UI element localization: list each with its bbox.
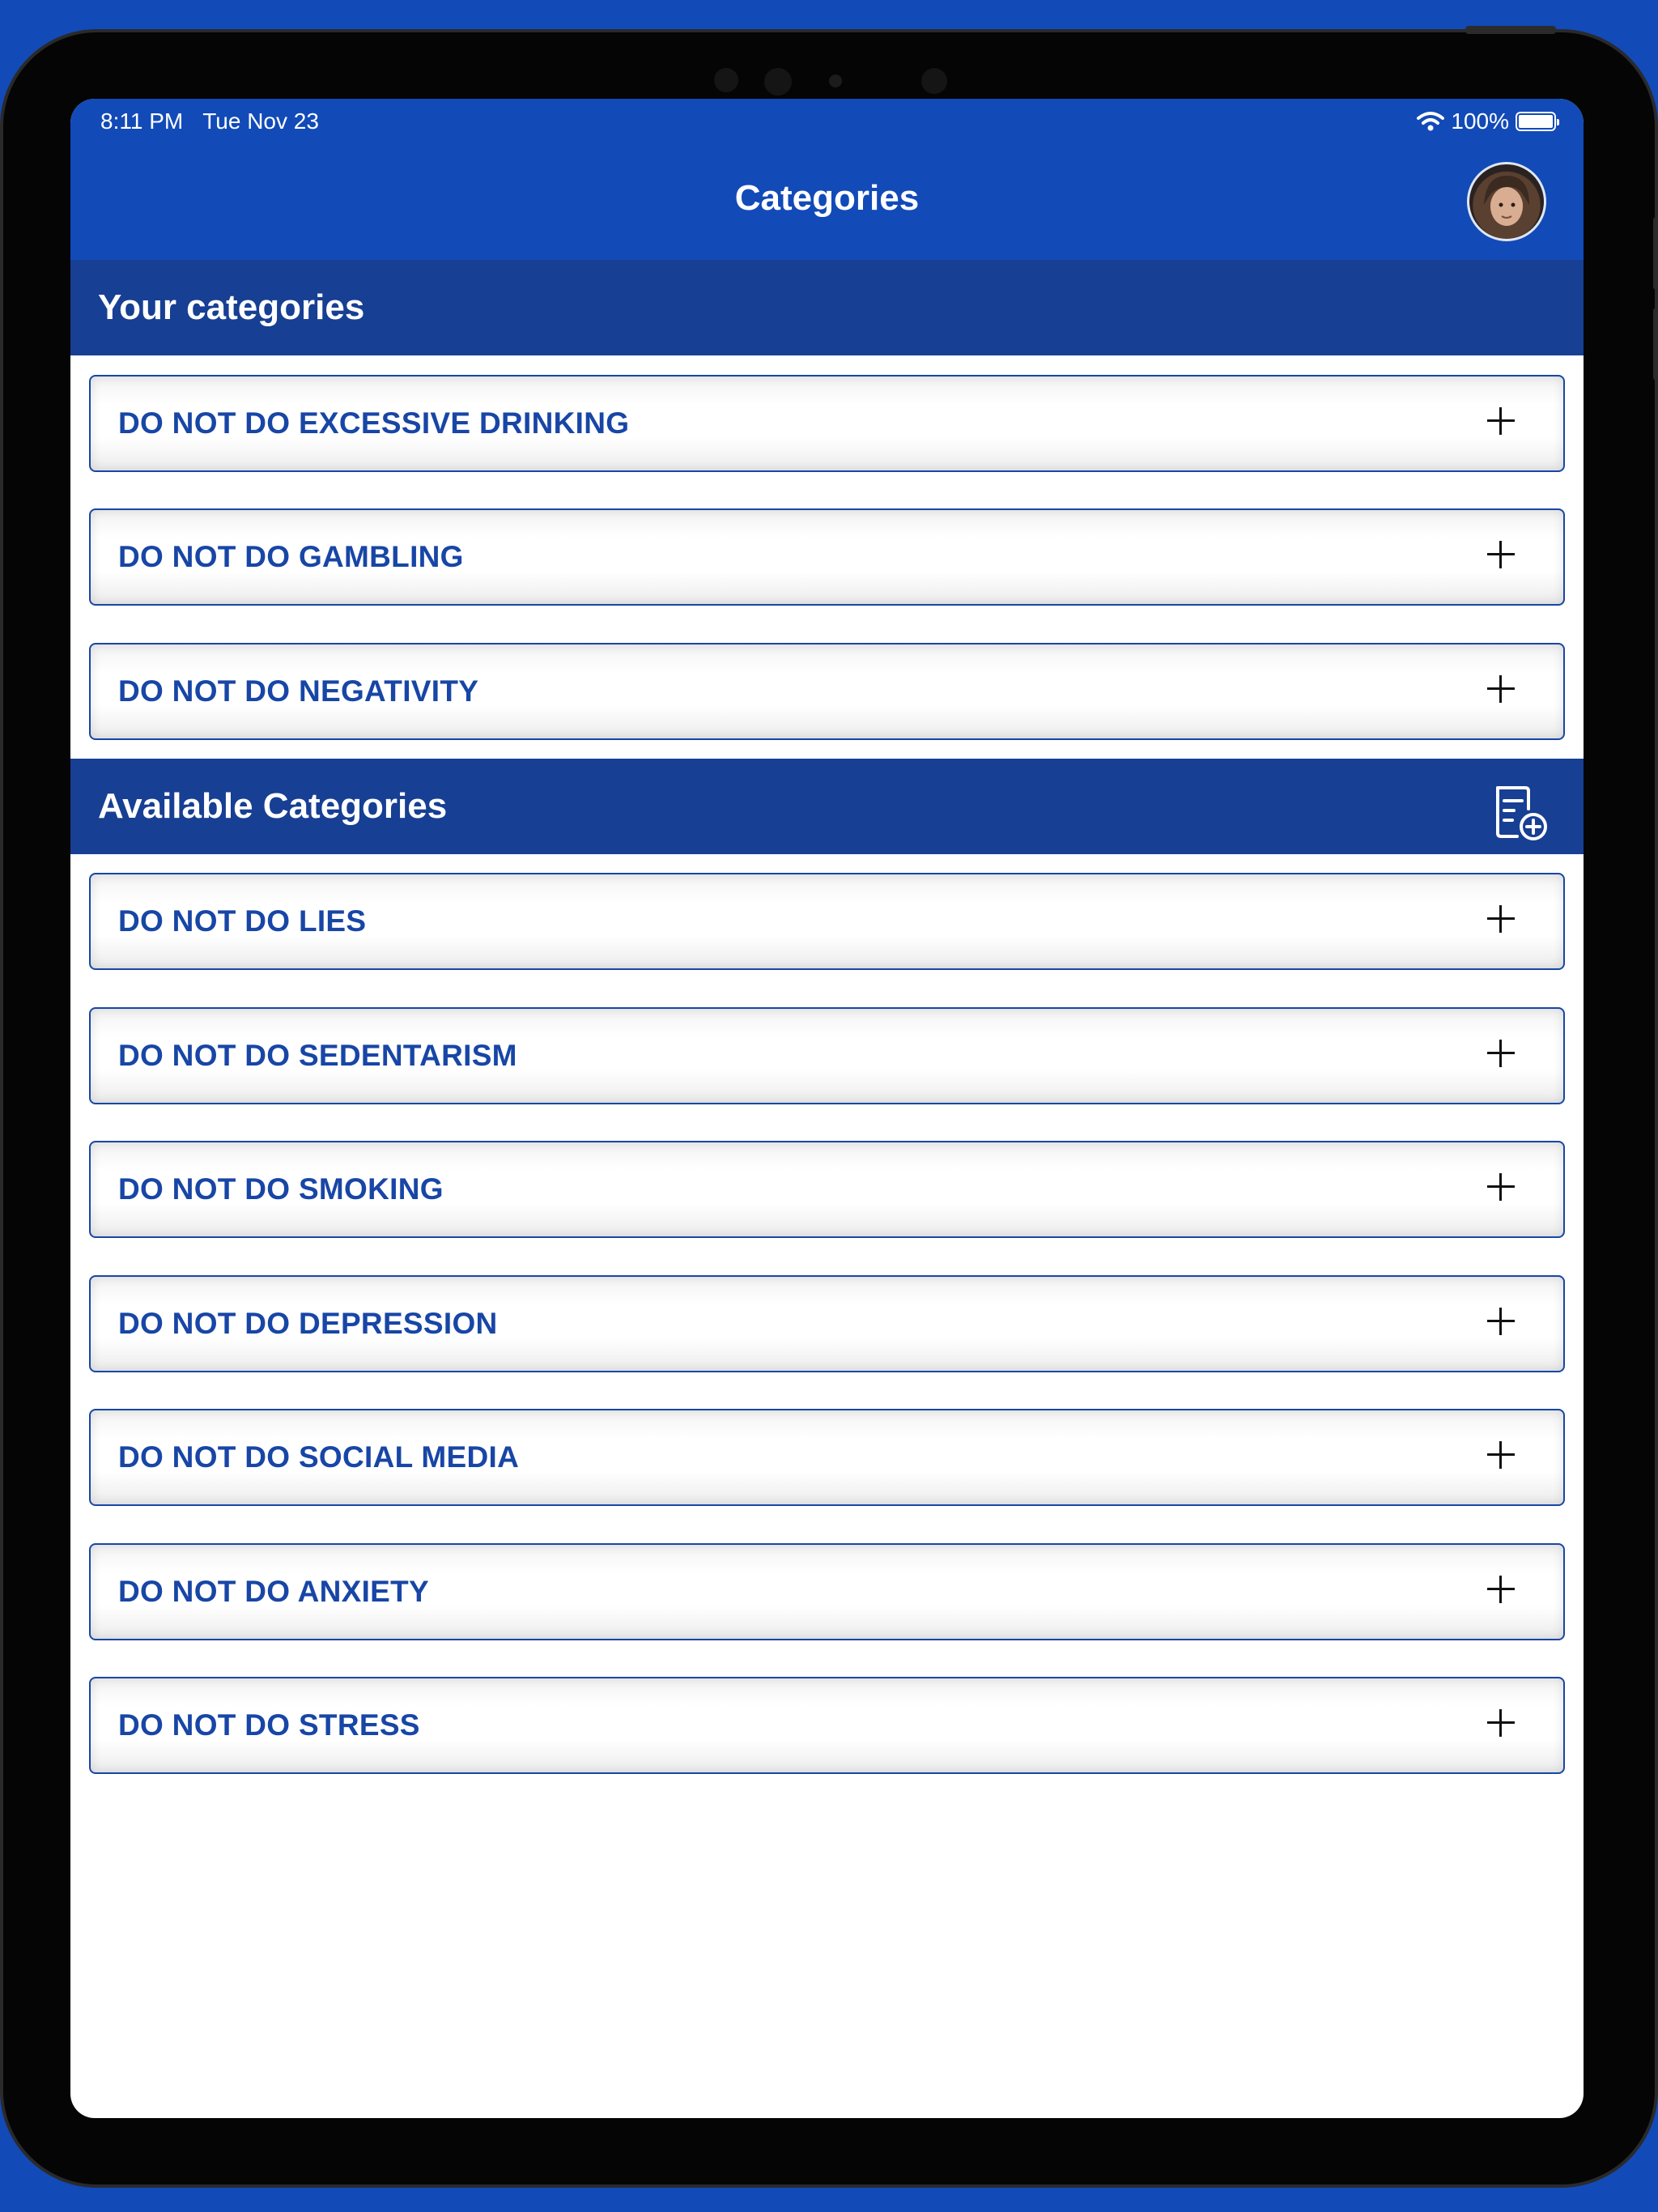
add-category-icon[interactable] <box>1493 785 1550 841</box>
app-screen <box>70 99 1584 2118</box>
profile-avatar[interactable] <box>1467 162 1546 241</box>
plus-icon[interactable] <box>1487 1308 1515 1335</box>
avatar-image <box>1469 164 1544 239</box>
category-label: DO NOT DO ANXIETY <box>118 1575 430 1608</box>
category-label: DO NOT DO DEPRESSION <box>118 1307 498 1340</box>
status-bar <box>70 99 1584 147</box>
plus-icon[interactable] <box>1487 1709 1515 1737</box>
category-label: DO NOT DO SOCIAL MEDIA <box>118 1440 520 1474</box>
category-label: DO NOT DO LIES <box>118 904 367 938</box>
category-label: DO NOT DO NEGATIVITY <box>118 674 479 708</box>
plus-icon[interactable] <box>1487 905 1515 933</box>
category-label: DO NOT DO STRESS <box>118 1708 420 1742</box>
status-date: Tue Nov 23 <box>202 108 319 134</box>
front-camera <box>829 74 842 87</box>
front-sensor <box>921 68 947 94</box>
battery-percent: 100% <box>1451 108 1509 134</box>
plus-icon[interactable] <box>1487 1441 1515 1469</box>
plus-icon[interactable] <box>1487 1173 1515 1201</box>
status-time: 8:11 PM <box>100 108 184 134</box>
category-label: DO NOT DO EXCESSIVE DRINKING <box>118 406 630 440</box>
category-item[interactable] <box>89 643 1565 740</box>
navigation-bar <box>70 147 1584 260</box>
plus-icon[interactable] <box>1487 541 1515 568</box>
category-item[interactable] <box>89 375 1565 472</box>
category-item[interactable] <box>89 1275 1565 1372</box>
category-label: DO NOT DO SMOKING <box>118 1172 444 1206</box>
plus-icon[interactable] <box>1487 1040 1515 1067</box>
battery-level <box>1519 115 1553 128</box>
category-item[interactable] <box>89 1543 1565 1640</box>
section-title: Your categories <box>98 287 365 327</box>
category-item[interactable] <box>89 873 1565 970</box>
battery-icon <box>1516 112 1556 131</box>
category-item[interactable] <box>89 1007 1565 1104</box>
your-categories-header <box>70 260 1584 355</box>
volume-button <box>1653 217 1658 290</box>
category-item[interactable] <box>89 1409 1565 1506</box>
power-button <box>1465 26 1556 34</box>
volume-button-lower <box>1653 308 1658 381</box>
plus-icon[interactable] <box>1487 407 1515 435</box>
wifi-icon <box>1417 111 1444 132</box>
category-item[interactable] <box>89 1141 1565 1238</box>
plus-icon[interactable] <box>1487 1576 1515 1603</box>
page-title: Categories <box>734 178 920 218</box>
front-sensor <box>714 68 738 92</box>
category-label: DO NOT DO SEDENTARISM <box>118 1039 517 1072</box>
section-title: Available Categories <box>98 786 448 826</box>
category-label: DO NOT DO GAMBLING <box>118 540 464 573</box>
category-item[interactable] <box>89 508 1565 606</box>
category-item[interactable] <box>89 1677 1565 1774</box>
available-categories-header <box>70 759 1584 854</box>
plus-icon[interactable] <box>1487 675 1515 703</box>
front-sensor <box>764 68 792 96</box>
